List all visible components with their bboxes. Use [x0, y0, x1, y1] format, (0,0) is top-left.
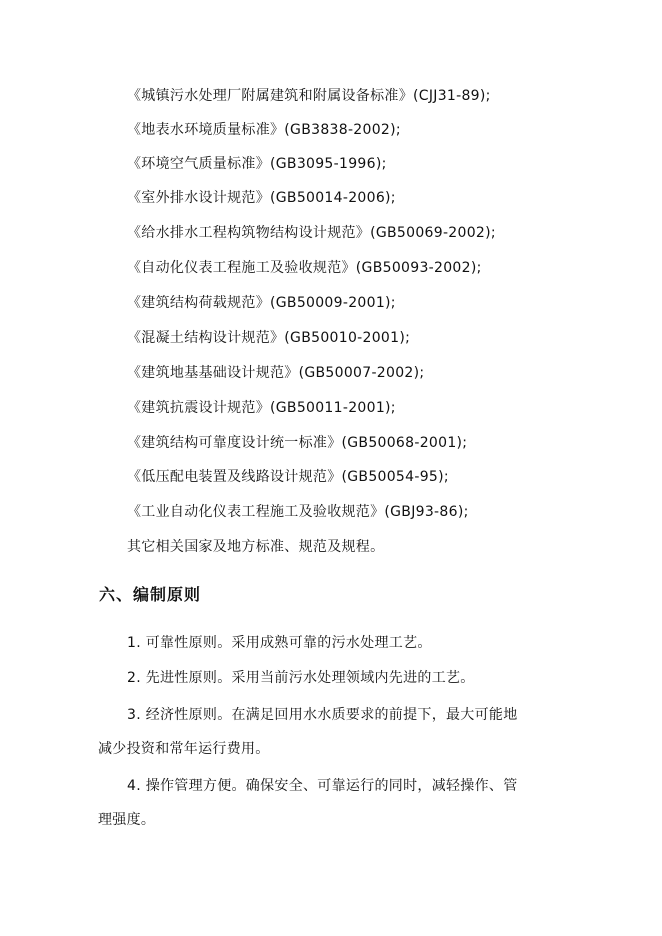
- standard-item: 《给水排水工程构筑物结构设计规范》(GB50069-2002);: [127, 225, 496, 241]
- standard-item: 《建筑地基基础设计规范》(GB50007-2002);: [127, 365, 425, 381]
- standard-item: 《城镇污水处理厂附属建筑和附属设备标准》(CJJ31-89);: [127, 88, 491, 104]
- standard-item: 《低压配电装置及线路设计规范》(GB50054-95);: [127, 469, 449, 485]
- standard-item: 《建筑结构可靠度设计统一标准》(GB50068-2001);: [127, 435, 468, 451]
- principle-item-continuation: 减少投资和常年运行费用。: [98, 741, 270, 757]
- principle-item: 1. 可靠性原则。采用成熟可靠的污水处理工艺。: [127, 635, 432, 651]
- standard-item: 《建筑抗震设计规范》(GB50011-2001);: [127, 400, 396, 416]
- standard-item: 《环境空气质量标准》(GB3095-1996);: [127, 156, 387, 172]
- standard-item: 《自动化仪表工程施工及验收规范》(GB50093-2002);: [127, 260, 482, 276]
- principle-item: 4. 操作管理方便。确保安全、可靠运行的同时，减轻操作、管: [127, 778, 518, 794]
- standard-item: 《地表水环境质量标准》(GB3838-2002);: [127, 122, 401, 138]
- section-heading: 六、编制原则: [99, 585, 202, 604]
- standard-item: 《室外排水设计规范》(GB50014-2006);: [127, 190, 396, 206]
- standard-item: 《混凝土结构设计规范》(GB50010-2001);: [127, 330, 411, 346]
- principle-item-continuation: 理强度。: [98, 812, 156, 828]
- standard-item: 《工业自动化仪表工程施工及验收规范》(GBJ93-86);: [127, 504, 469, 520]
- principle-item: 3. 经济性原则。在满足回用水水质要求的前提下，最大可能地: [127, 707, 518, 723]
- other-standards-text: 其它相关国家及地方标准、规范及规程。: [127, 539, 385, 555]
- standard-item: 《建筑结构荷载规范》(GB50009-2001);: [127, 295, 396, 311]
- principle-item: 2. 先进性原则。采用当前污水处理领域内先进的工艺。: [127, 670, 475, 686]
